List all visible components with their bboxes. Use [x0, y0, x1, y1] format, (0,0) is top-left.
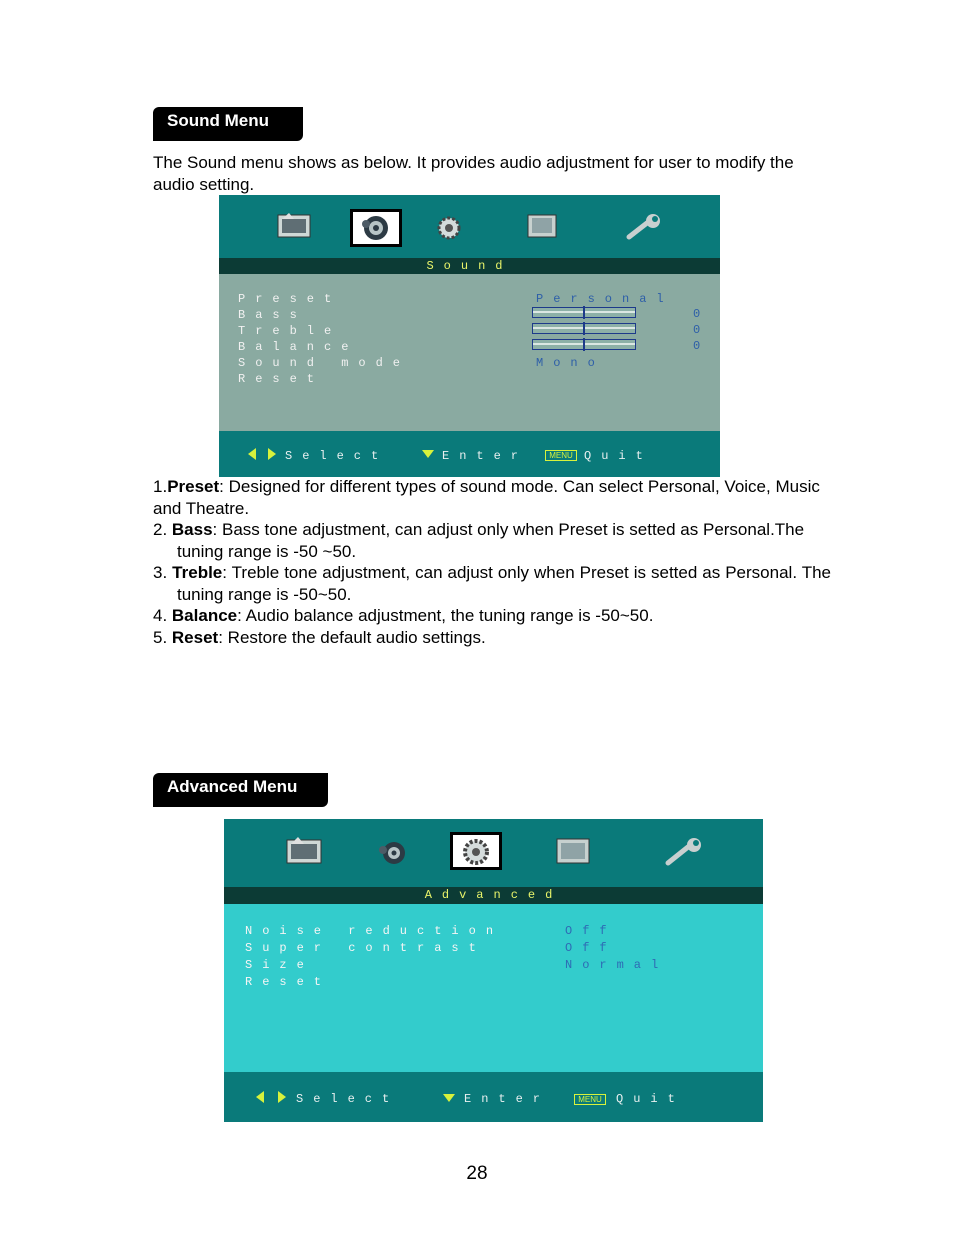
noise-reduction-value: Off — [565, 924, 617, 938]
reset-description: 5. Reset: Restore the default audio settings. — [153, 627, 486, 647]
bass-description: 2. Bass: Bass tone adjustment, can adjust only when Preset is setted as Personal.The tuning range is -50 ~50. — [153, 520, 805, 561]
screen-icon — [525, 213, 571, 245]
left-arrow-icon — [248, 448, 256, 460]
sound-mode-label[interactable]: Sound mode — [238, 356, 411, 370]
preset-value: Personal — [536, 292, 674, 306]
enter-hint: Enter — [442, 449, 529, 463]
reset-label[interactable]: Reset — [245, 975, 332, 989]
super-contrast-value: Off — [565, 941, 617, 955]
balance-slider[interactable] — [532, 339, 636, 350]
preset-description: 1.Preset: Designed for different types of sound mode. Can select Personal, Voice, Music and Theatre. — [153, 477, 820, 518]
sound-mode-value: Mono — [536, 356, 605, 370]
super-contrast-label[interactable]: Super contrast — [245, 941, 486, 955]
select-hint: Select — [296, 1092, 400, 1106]
bass-value: 0 — [693, 307, 701, 321]
advanced-gear-icon — [429, 213, 475, 245]
preset-label[interactable]: Preset — [238, 292, 342, 306]
advanced-title-bar: Advanced — [224, 887, 763, 904]
balance-label[interactable]: Balance — [238, 340, 359, 354]
page-number: 28 — [466, 1163, 488, 1184]
reset-label[interactable]: Reset — [238, 372, 325, 386]
advanced-menu-body — [224, 904, 763, 1072]
advanced-menu-heading: Advanced Menu — [153, 773, 328, 807]
bass-label[interactable]: Bass — [238, 308, 307, 322]
sound-osd-screen — [219, 195, 720, 477]
picture-icon — [277, 213, 323, 245]
left-arrow-icon — [256, 1091, 264, 1103]
setup-wrench-icon — [625, 213, 671, 245]
enter-hint: Enter — [464, 1092, 551, 1106]
menu-key-icon: MENU — [574, 1094, 606, 1105]
select-hint: Select — [285, 449, 389, 463]
advanced-gear-icon[interactable] — [450, 832, 502, 870]
noise-reduction-label[interactable]: Noise reduction — [245, 924, 504, 938]
sound-item-list — [153, 476, 831, 648]
right-arrow-icon — [268, 448, 276, 460]
sound-menu-heading: Sound Menu — [153, 107, 303, 141]
advanced-osd-screen — [224, 819, 763, 1122]
menu-key-icon: MENU — [545, 450, 577, 461]
picture-icon — [286, 837, 332, 869]
down-arrow-icon — [422, 450, 434, 458]
balance-value: 0 — [693, 339, 701, 353]
advanced-footer — [224, 1072, 763, 1122]
sound-footer — [219, 431, 720, 477]
size-value: Normal — [565, 958, 669, 972]
treble-value: 0 — [693, 323, 701, 337]
sound-icon[interactable] — [350, 209, 402, 247]
screen-icon — [554, 837, 600, 869]
bass-slider[interactable] — [532, 307, 636, 318]
sound-menu-body — [219, 274, 720, 431]
sound-intro: The Sound menu shows as below. It provides audio adjustment for user to modify the audio setting. — [153, 153, 794, 194]
size-label[interactable]: Size — [245, 958, 314, 972]
quit-hint: Quit — [584, 449, 653, 463]
treble-label[interactable]: Treble — [238, 324, 342, 338]
balance-description: 4. Balance: Audio balance adjustment, the tuning range is -50~50. — [153, 606, 654, 625]
sound-title-bar: Sound — [219, 258, 720, 274]
treble-description: 3. Treble: Treble tone adjustment, can adjust only when Preset is setted as Personal. The tuning range is -50~50. — [153, 563, 832, 604]
treble-slider[interactable] — [532, 323, 636, 334]
sound-icon — [372, 839, 418, 871]
right-arrow-icon — [278, 1091, 286, 1103]
down-arrow-icon — [443, 1094, 455, 1102]
quit-hint: Quit — [616, 1092, 685, 1106]
setup-wrench-icon — [664, 837, 710, 869]
